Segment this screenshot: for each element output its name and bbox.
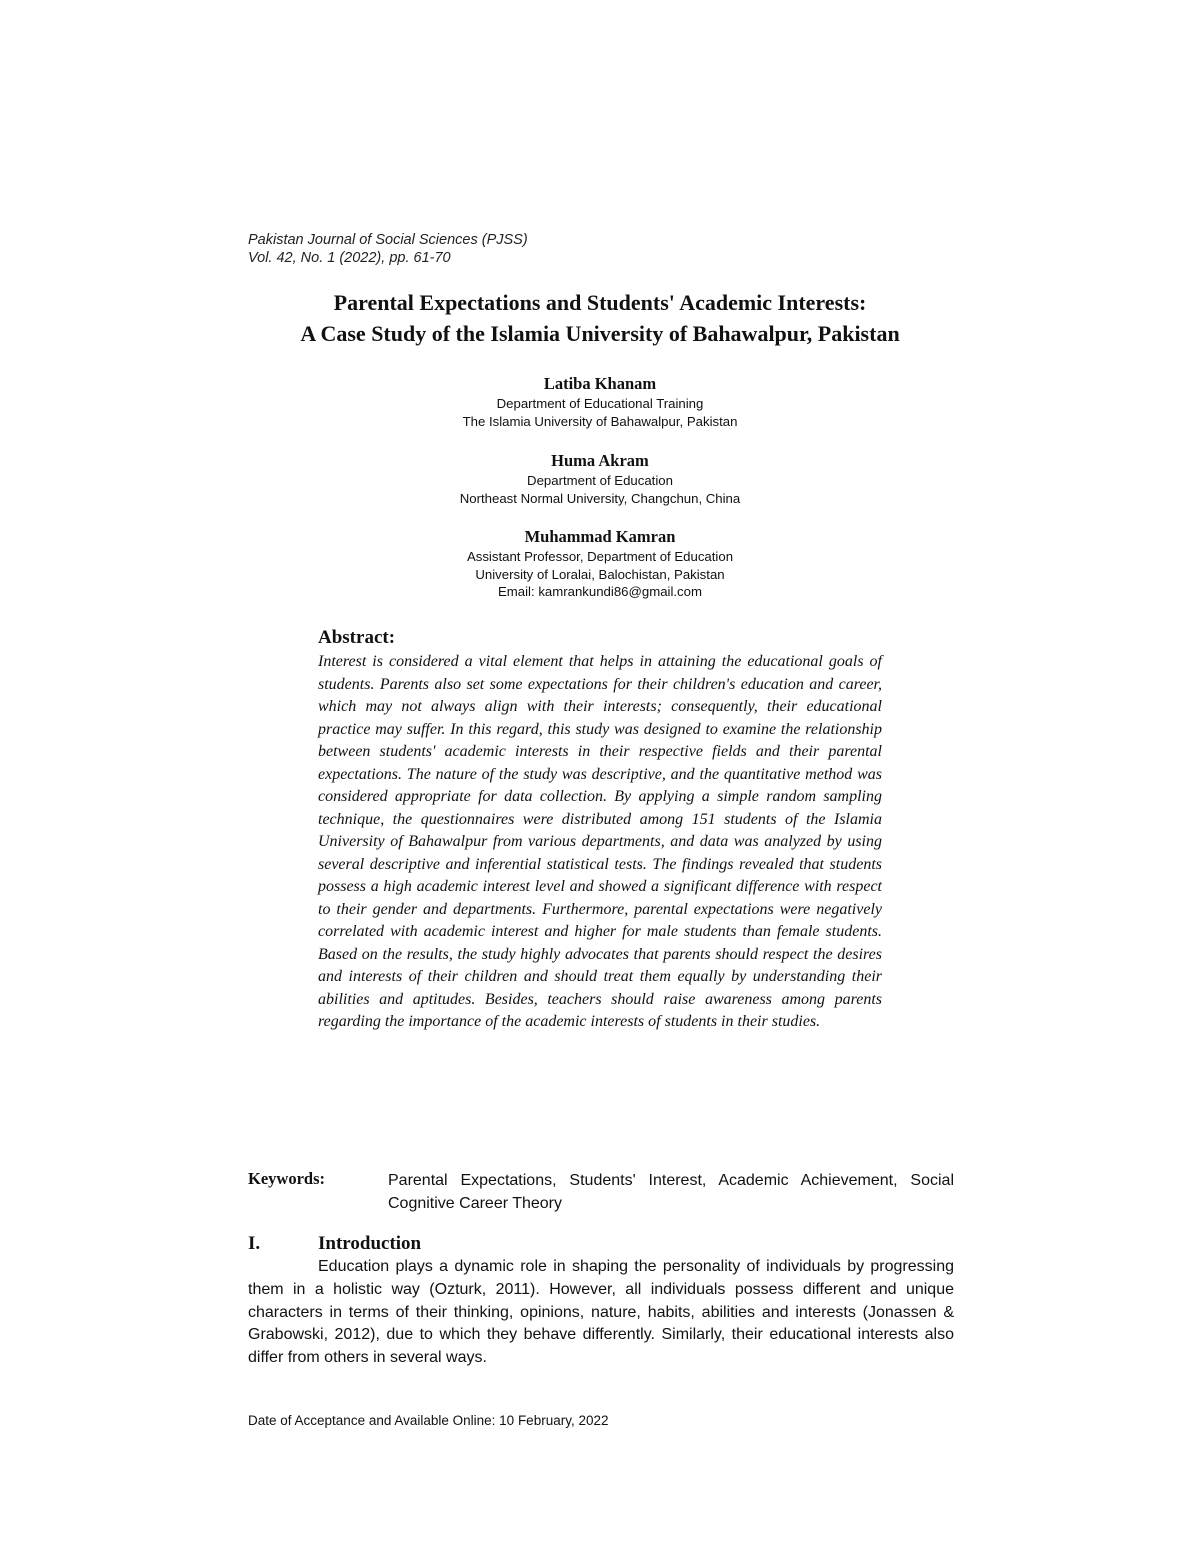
title-line-1: Parental Expectations and Students' Academic Interests:: [333, 290, 867, 315]
author-affiliation: Department of Education: [527, 473, 673, 488]
author-affiliation: Assistant Professor, Department of Education: [466, 549, 734, 564]
journal-volume: Vol. 42, No. 1 (2022), pp. 61-70: [248, 250, 451, 266]
author-name: Latiba Khanam: [543, 374, 657, 393]
abstract-text: Interest is considered a vital element that helps in attaining the educational goals of students. Parents also set some expectations for their children's education and career, which may not always align with their interests; consequently, their educational practice may suffer. In this regard, this study was designed to examine the relationship between students' academic interests in their respective fields and their parental expectations. The nature of the study was descriptive, and the quantitative method was considered appropriate for data collection. By applying a simple random sampling technique, the questionnaires were distributed among 151 students of the Islamia University of Bahawalpur from various departments, and data was analyzed by using several descriptive and inferential statistical tests. The findings revealed that students possess a high academic interest level and showed a significant difference with respect to their gender and departments. Furthermore, parental expectations were negatively correlated with academic interest and higher for male students than female students. Based on the results, the study highly advocates that parents should respect the desires and interests of their children and should treat them equally by understanding their abilities and aptitudes. Besides, teachers should raise awareness among parents regarding the importance of the academic interests of students in their studies.: [318, 653, 882, 1030]
introduction-text: Education plays a dynamic role in shaping the personality of individuals by progressing them in a holistic way (Ozturk, 2011). However, all individuals possess different and unique characters in terms of their thinking, opinions, nature, habits, abilities and interests (Jonassen & Grabowski, 2012), due to which they behave differently. Similarly, their educational interests also differ from others in several ways.: [248, 1258, 954, 1367]
journal-header: [248, 231, 528, 267]
author-affiliation: The Islamia University of Bahawalpur, Pakistan: [462, 413, 738, 429]
author-email: Email: kamrankundi86@gmail.com: [498, 584, 702, 599]
abstract-heading: Abstract:: [318, 627, 396, 648]
author-affiliation: Northeast Normal University, Changchun, China: [459, 490, 741, 506]
author-2: [300, 450, 900, 507]
author-affiliation: University of Loralai, Balochistan, Pakistan: [475, 566, 725, 582]
section-number: I.: [248, 1233, 261, 1254]
title-line-2: A Case Study of the Islamia University of Bahawalpur, Pakistan: [300, 321, 900, 346]
paper-title: [150, 287, 1050, 349]
author-1: [300, 373, 900, 430]
author-name: Huma Akram: [551, 451, 649, 470]
keywords-label: Keywords:: [248, 1169, 325, 1188]
author-affiliation: Department of Educational Training: [496, 396, 704, 411]
section-heading-introduction: [248, 1233, 421, 1255]
author-name: Muhammad Kamran: [524, 527, 676, 546]
section-title: Introduction: [318, 1233, 422, 1254]
acceptance-date-footer: Date of Acceptance and Available Online: 10 February, 2022: [248, 1413, 609, 1428]
author-3: [300, 526, 900, 601]
journal-name: Pakistan Journal of Social Sciences (PJSS): [248, 232, 528, 248]
keywords-text: Parental Expectations, Students' Interest, Academic Achievement, Social Cognitive Career Theory: [388, 1172, 954, 1212]
